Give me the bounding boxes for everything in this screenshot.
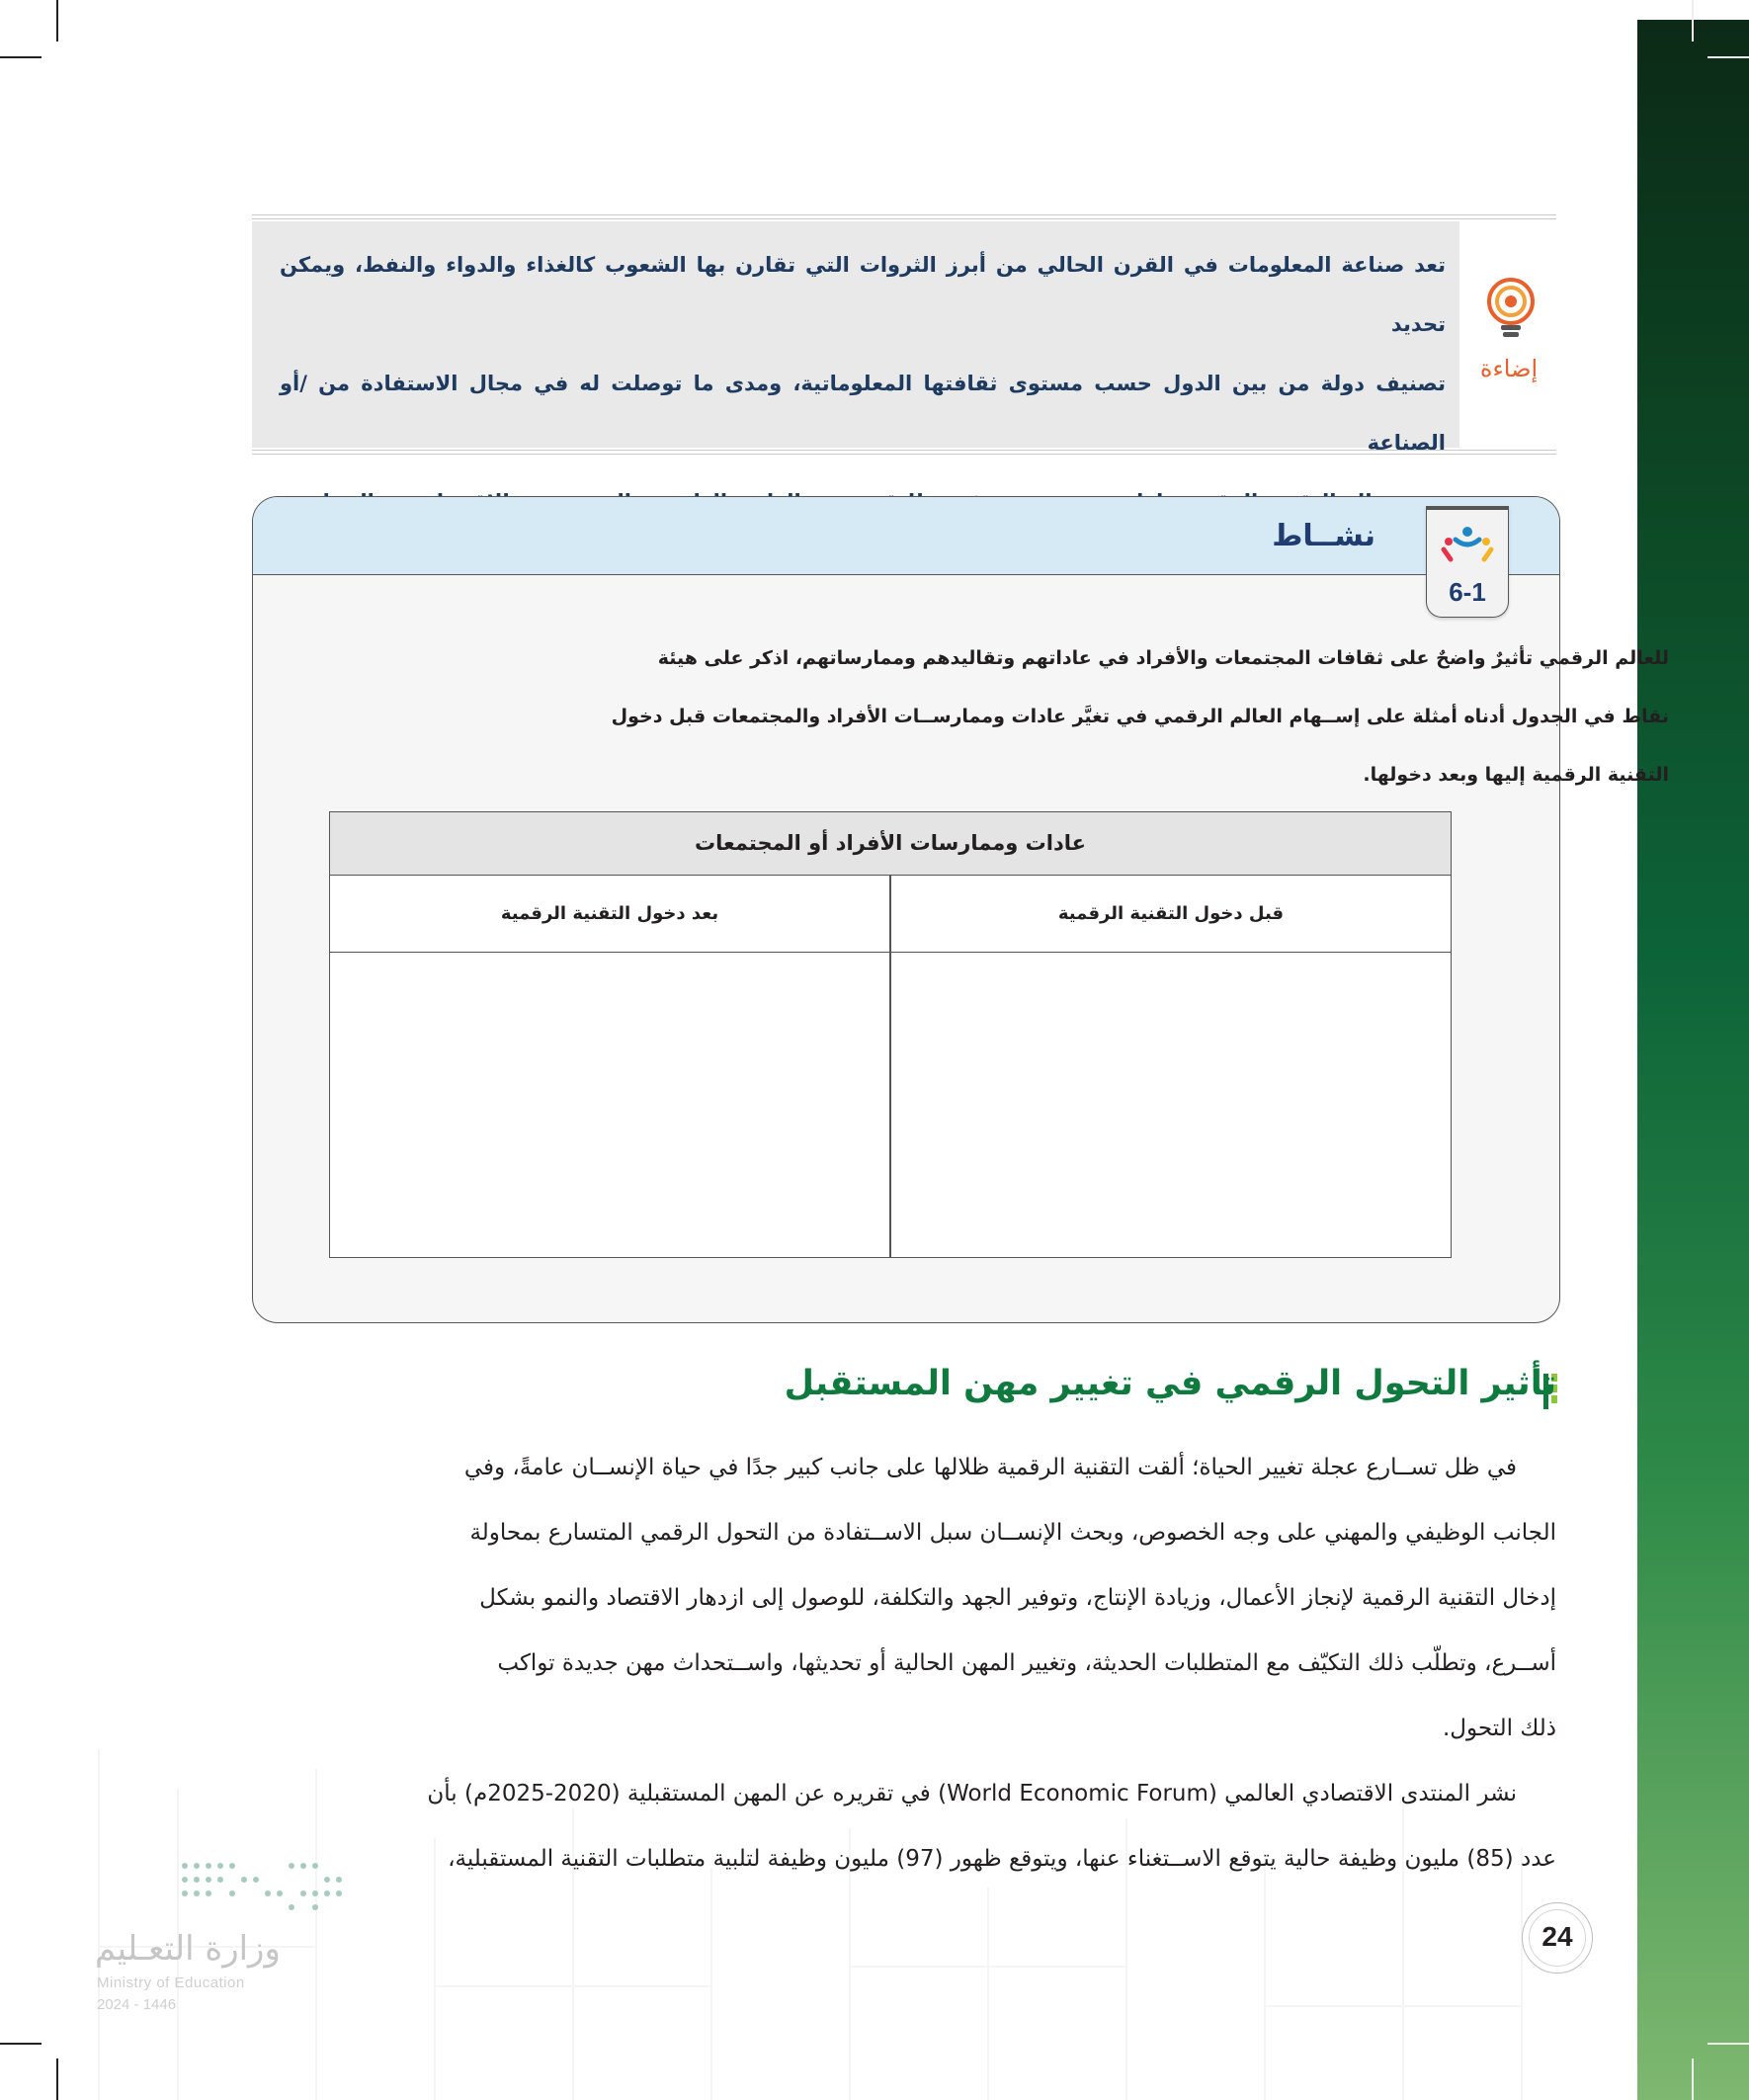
page-number-badge [1522,1902,1593,1974]
activity-header [253,497,1559,575]
insight-line: تعد صناعة المعلومات في القرن الحالي من أبرز الثروات التي تقارن بها الشعوب كالغذاء والدواء والنفط، ويمكن تحديد [280,253,1446,336]
insight-bottom-rule [252,450,1556,455]
page-edge-band [1637,20,1749,2100]
activity-table [329,811,1452,1258]
ministry-name-ar: وزارة التعـليم [95,1929,281,1969]
body-line: أســرع، وتطلّب ذلك التكيّف مع المتطلبات الحديثة، وتغيير المهن الحالية أو تحديثها، واســتحداث مهن جديدة تواكب [497,1650,1556,1676]
lightbulb-icon [1483,278,1539,341]
body-paragraph-2 [252,1761,1556,1891]
activity-instructions [513,630,1669,804]
ministry-years: 2024 - 1446 [97,1996,177,2013]
crop-mark [1707,56,1749,58]
activity-line: للعالم الرقمي تأثيرٌ واضحٌ على ثقافات المجتمعات والأفراد في عاداتهم وتقاليدهم وممارساتهم، اذكر على هيئة [657,647,1669,669]
table-column-after: بعد دخول التقنية الرقمية [330,876,889,953]
insight-box [252,214,1556,455]
insight-label: إضاءة [1479,355,1539,382]
table-cell-after[interactable] [330,953,889,1257]
body-paragraph-1 [252,1435,1556,1761]
table-cell-before[interactable] [891,953,1451,1257]
body-line: إدخال التقنية الرقمية لإنجاز الأعمال، وزيادة الإنتاج، وتوفير الجهد والتكلفة، للوصول إلى ازدهار الاقتصاد والنمو بشكل [479,1585,1556,1611]
body-line: في ظل تســارع عجلة تغيير الحياة؛ ألقت التقنية الرقمية ظلالها على جانب كبير جدًا في حياة الإنســان عامةً، وفي [463,1455,1517,1480]
page-number: 24 [1541,1921,1573,1952]
insight-top-rule [252,214,1556,219]
crop-mark [56,2058,58,2100]
activity-line: نقاط في الجدول أدناه أمثلة على إســهام العالم الرقمي في تغيَّر عادات وممارســات الأفراد والمجتمعات قبل دخول [611,706,1669,727]
crop-mark [56,0,58,42]
crop-mark [1692,2058,1694,2100]
body-line: عدد (85) مليون وظيفة حالية يتوقع الاســتغناء عنها، ويتوقع ظهور (97) مليون وظيفة لتلبية متطلبات التقنية المستقبلية، [448,1846,1556,1872]
table-header: عادات وممارسات الأفراد أو المجتمعات [330,812,1451,876]
insight-line: تصنيف دولة من بين الدول حسب مستوى ثقافتها المعلوماتية، ومدى ما توصلت له في مجال الاستفادة من /أو الصناعة [280,372,1446,455]
body-line: الجانب الوظيفي والمهني على وجه الخصوص، وبحث الإنســان سبل الاســتفادة من التحول الرقمي المتسارع بمحاولة [469,1520,1556,1546]
activity-number: 6-1 [1449,577,1486,607]
crop-mark [0,56,42,58]
body-line: ذلك التحول. [1442,1716,1556,1741]
activity-title: نشــاط [1272,519,1375,553]
body-line: نشر المنتدى الاقتصادي العالمي (World Economic Forum) في تقريره عن المهن المستقبلية (2020-2025م) بأن [427,1781,1517,1806]
crop-mark [0,2043,42,2045]
activity-people-icon [1441,526,1494,565]
insight-text-background [252,221,1459,455]
crop-mark [1707,2043,1749,2045]
ministry-name-en: Ministry of Education [97,1974,245,1991]
activity-line: التقنية الرقمية إليها وبعد دخولها. [1363,764,1669,786]
activity-tab-rule [1426,506,1509,510]
section-title: تأثير التحول الرقمي في تغيير مهن المستقبل [784,1364,1556,1403]
table-column-before: قبل دخول التقنية الرقمية [891,876,1451,953]
activity-number-tab [1426,506,1509,618]
crop-mark [1692,0,1694,42]
